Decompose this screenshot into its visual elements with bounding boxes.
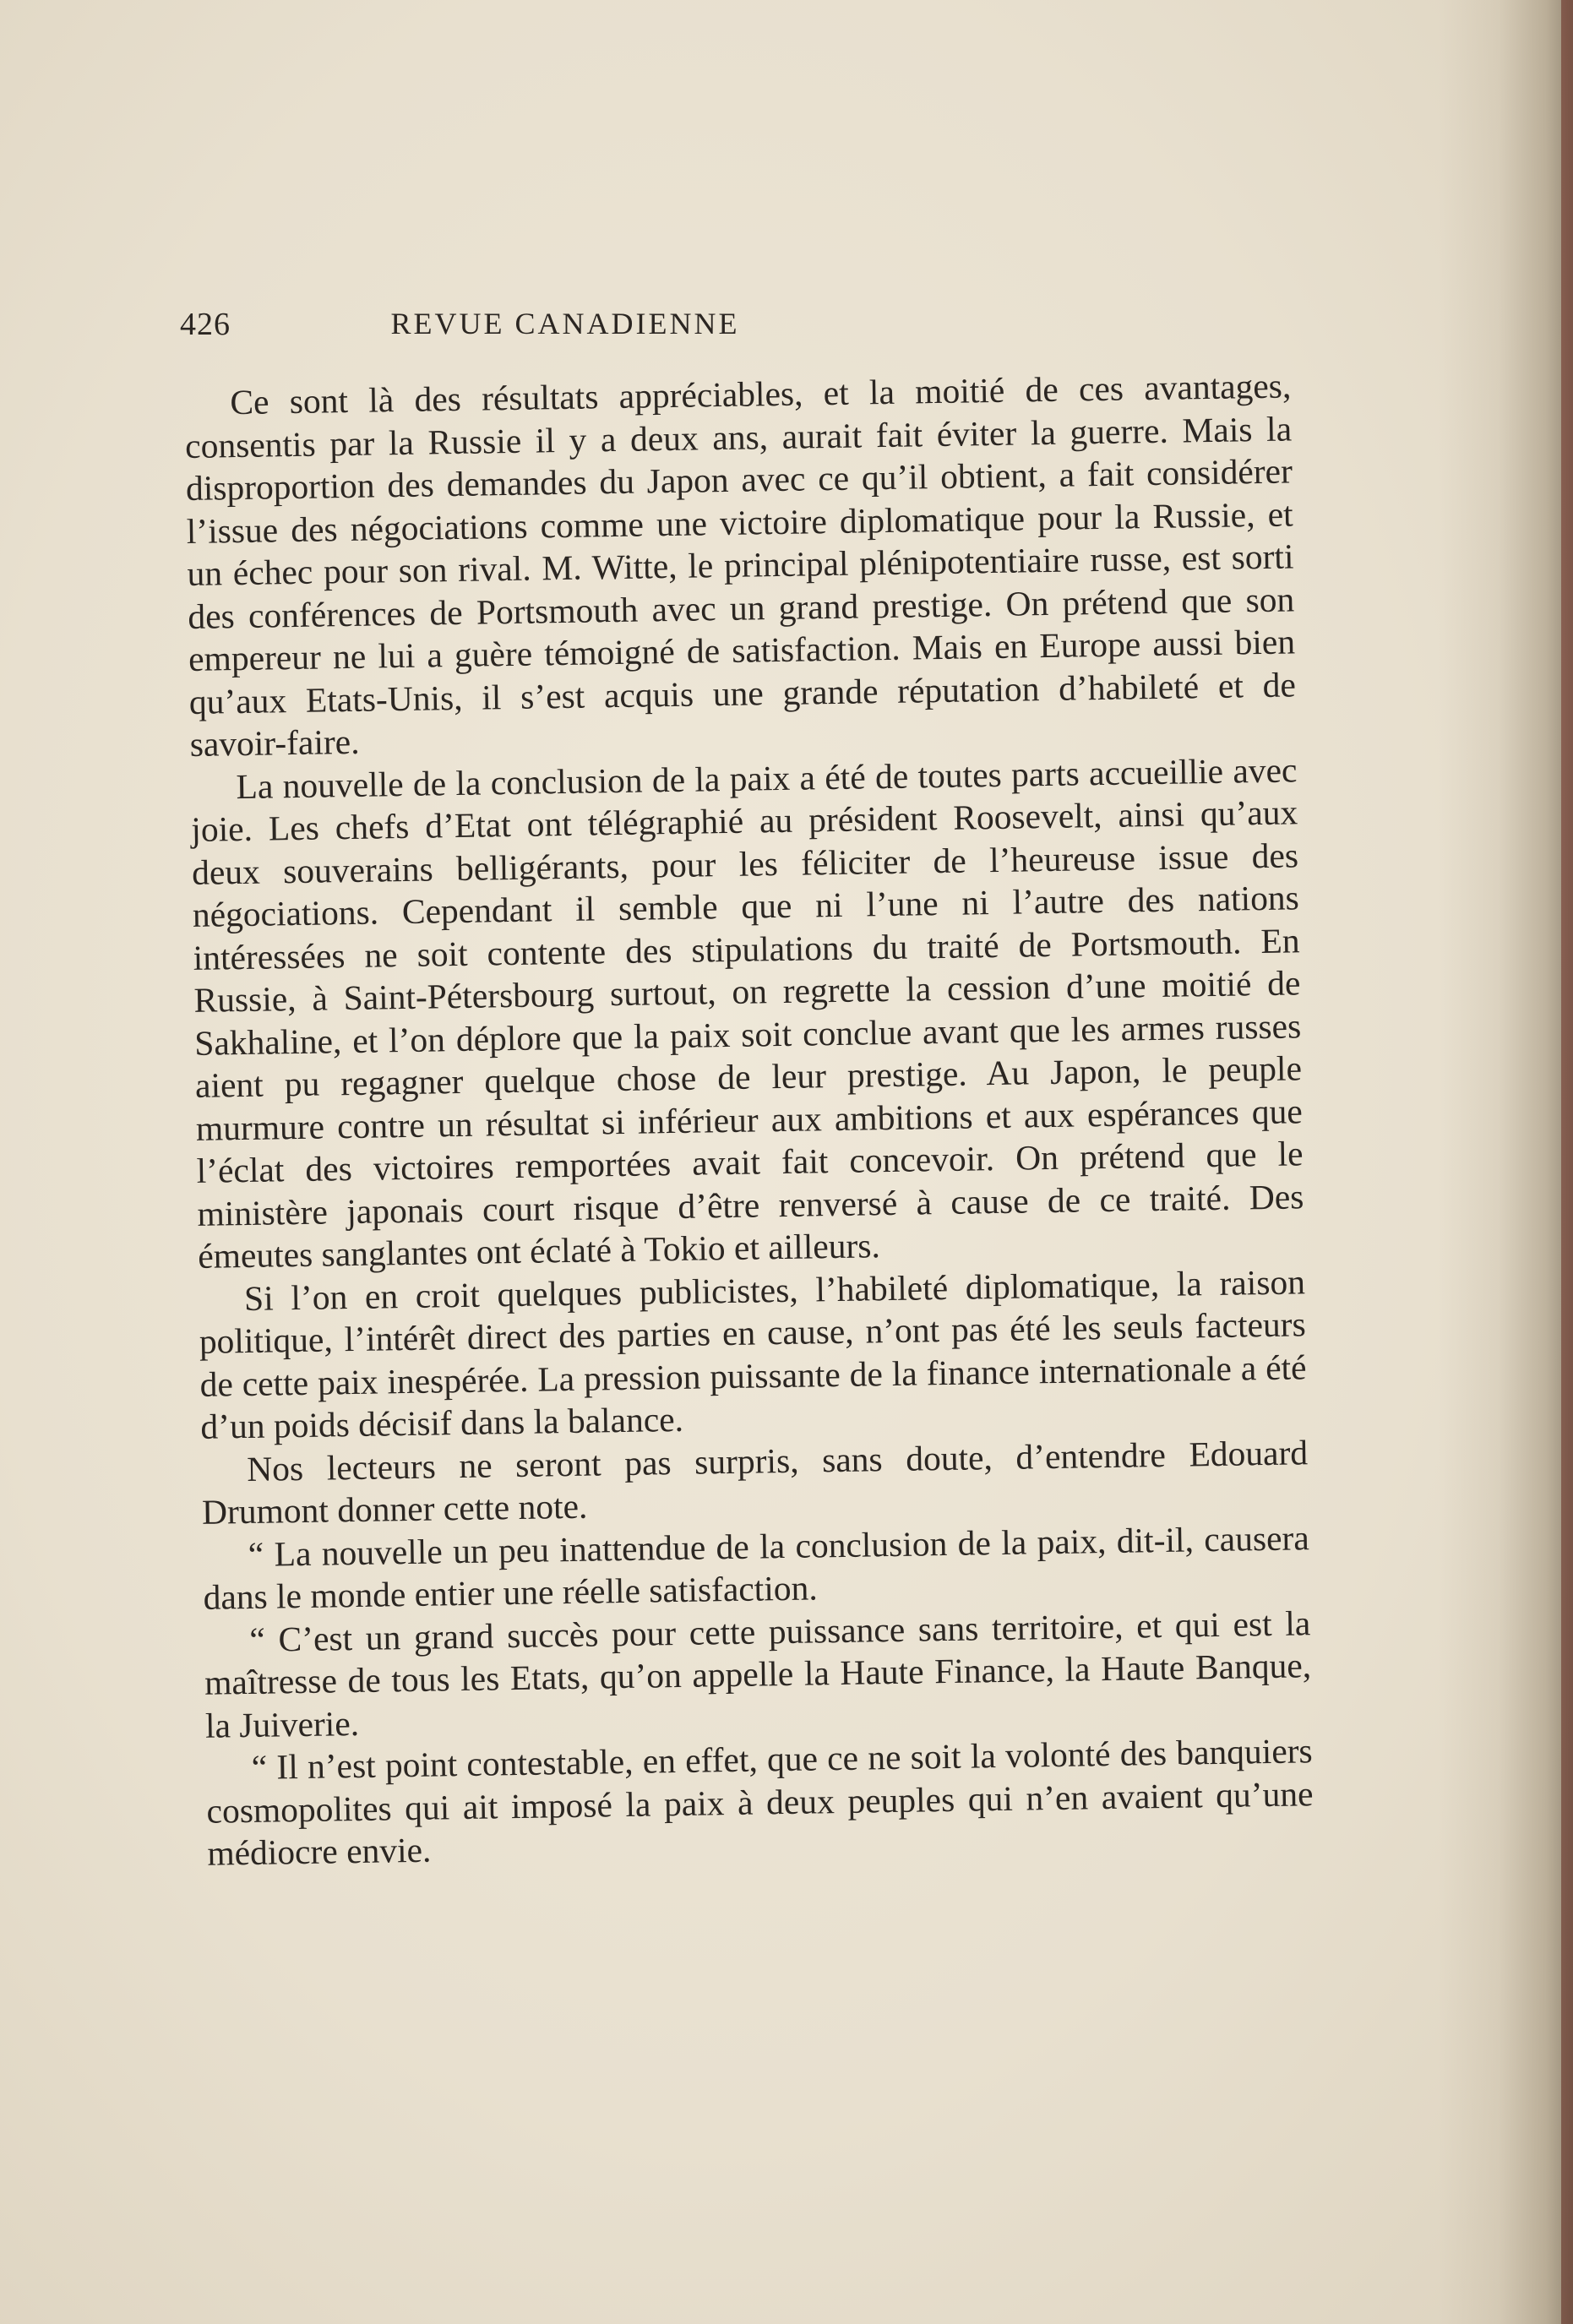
paragraph: Nos lecteurs ne seront pas surpris, sans doute, d’entendre Edouard Drumont donner cette note.	[201, 1432, 1309, 1532]
paragraph: La nouvelle de la conclusion de la paix a été de toutes parts accueillie avec joie. Les chefs d’Etat ont télégraphié au président Roosevelt, ainsi qu’aux deux souverains belligérants, pour les féliciter de l’heureuse issue des négociations. Cependant il semble que ni l’une ni l’autre des nations intéressées ne soit contente des stipulations du traité de Portsmouth. En Russie, à Saint-Pétersbourg surtout, on regrette la cession d’une moitié de Sakhaline, et l’on déplore que la paix soit conclue avant que les armes russes aient pu regagner quelque chose de leur prestige. Au Japon, le peuple murmure contre un résultat si inférieur aux ambitions et aux espérances que l’éclat des victoires remportées avait fait concevoir. On prétend que le ministère japonais court risque d’être renversé à cause de ce traité. Des émeutes sanglantes ont éclaté à Tokio et ailleurs.	[190, 749, 1304, 1276]
paragraph: “ Il n’est point contestable, en effet, que ce ne soit la volonté des banquiers cosmopolites qui ait imposé la paix à deux peuples qui n’en avaient qu’une médiocre envie.	[206, 1731, 1314, 1873]
running-head: REVUE CANADIENNE	[390, 307, 740, 340]
paragraph: “ C’est un grand succès pour cette puissance sans territoire, et qui est la maîtresse de tous les Etats, qu’on appelle la Haute Finance, la Haute Banque, la Juiverie.	[204, 1603, 1312, 1745]
page-header	[180, 306, 950, 348]
body-text	[184, 364, 1314, 1875]
paragraph: Si l’on en croit quelques publicistes, l’habileté diplomatique, la raison politique, l’intérêt direct des parties en cause, n’ont pas été les seuls facteurs de cette paix inespérée. La pression puissante de la finance internationale a été d’un poids décisif dans la balance.	[199, 1261, 1307, 1446]
paragraph: Ce sont là des résultats appréciables, et la moitié de ces avantages, consentis par la Russie il y a deux ans, aurait fait éviter la guerre. Mais la disproportion des demandes du Japon avec ce qu’il obtient, a fait considérer l’issue des négociations comme une victoire diplomatique pour la Russie, et un échec pour son rival. M. Witte, le principal plénipotentiaire russe, est sorti des conférences de Portsmouth avec un grand prestige. On prétend que son empereur ne lui a guère témoigné de satisfaction. Mais en Europe aussi bien qu’aux Etats-Unis, il s’est acquis une grande réputation d’habileté et de savoir-faire.	[184, 366, 1297, 764]
paragraph: “ La nouvelle un peu inattendue de la conclusion de la paix, dit-il, causera dans le monde entier une réelle satisfaction.	[203, 1517, 1310, 1617]
page-number: 426	[180, 307, 231, 342]
